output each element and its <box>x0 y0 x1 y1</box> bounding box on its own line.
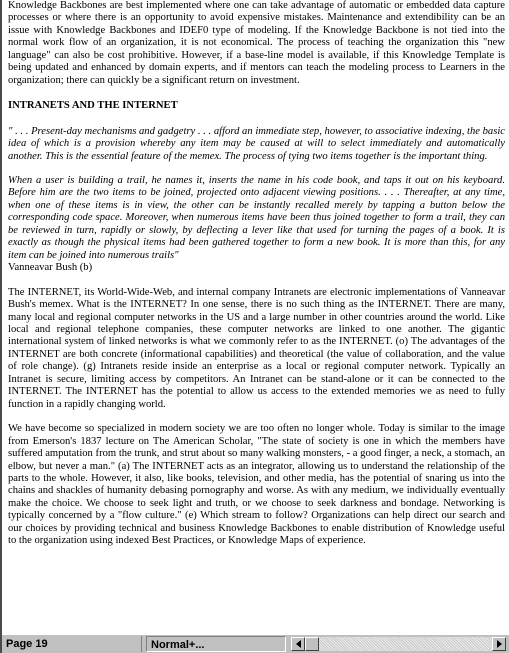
scroll-right-button[interactable] <box>492 637 506 651</box>
scroll-thumb[interactable] <box>305 637 319 651</box>
paragraph-intro: Knowledge Backbones are best implemented where one can take advantage of automatic or embedded data capture processes or where there is an opportunity to avoid expensive mistakes. Maintenance and extendibility can be an issue with Knowledge Backbones and IDEF0 type of modeling. If the Knowledge Backbone is not tied into the normal work flow of an organization, it is not economical. The process of teaching the organization this "new language" can also be cost prohibitive. However, if a base-line model is available, if this Knowledge Template is being updated and enhanced by domain experts, and if mentors can teach the modeling process to Learners in the organization; there can quickly be a significant return on investment. <box>8 0 505 86</box>
scroll-track[interactable] <box>305 637 492 651</box>
section-heading: INTRANETS AND THE INTERNET <box>8 100 178 112</box>
quote-paragraph-1: " . . . Present-day mechanisms and gadgetry . . . afford an immediate step, however, to associative indexing, the basic idea of which is a provision whereby any item may be caused at will to select immediately and automatically another. This is the essential feature of the memex. The process of tying two items together is the important thing. <box>8 125 505 162</box>
page-indicator[interactable]: Page 19 <box>2 636 142 652</box>
scroll-left-button[interactable] <box>291 637 305 651</box>
horizontal-scrollbar[interactable] <box>291 637 506 651</box>
scroll-left-arrow-icon <box>296 640 301 648</box>
paragraph-internet: The INTERNET, its World-Wide-Web, and internal company Intranets are electronic implementations of Vanneavar Bush's memex. What is the INTERNET? In one sense, there is no such thing as the INTERNET. There are many, many local and regional computer networks in the US and a large number in other countries around the world. Like local and regional telephone companies, these computer networks are linked to one another. The gigantic international system of linked networks is what we commonly refer to as the INTERNET. (o) The advantages of the INTERNET are both concrete (informational capabilities) and theoretical (the value of collaboration, and the value of role change). (g) Intranets reside inside an enterprise as a local or regional computer network. Typically an Intranet is secure, limiting access by competitors. An Intranet can be stand-alone or it can be connected to the INTERNET. The INTERNET has the potential to allow us access to the extended memories we as need to fully function in a rapidly changing world. <box>8 286 505 410</box>
paragraph-society: We have become so specialized in modern society we are too often no longer whole. Today is similar to the image from Emerson's 1837 lecture on The American Scholar, "The state of society is one in which the members have suffered amputation from the trunk, and strut about so many walking monsters, - a good finger, a neck, a stomach, an elbow, but never a man." (a) The INTERNET acts as an integrator, allowing us to understand the relationship of the parts to the whole. However, it also, like books, television, and other media, has the potential of snaring us into the chains and shackles of humanity debasing pornography and worse. As with any medium, we individually eventually make the choice. We choose to seek light and truth, or we choose to seek darkness and bondage. Networking is typically concerned by a "flow culture." (e) Which stream to follow? Organizations can help direct our search and our choices by providing technical and business Knowledge Backbones to enable distribution of Knowledge useful to the organization using indexed Best Practices, or Knowledge Maps of experience. <box>8 423 505 547</box>
style-indicator[interactable]: Normal+... <box>146 636 286 652</box>
document-body <box>8 0 505 634</box>
quote-attribution: Vanneavar Bush (b) <box>8 262 93 274</box>
scroll-right-arrow-icon <box>497 640 502 648</box>
quote-paragraph-2: When a user is building a trail, he names it, inserts the name in his code book, and taps it out on his keyboard. Before him are the two items to be joined, projected onto adjacent viewing positions. . . . Thereafter, at any time, when one of these items is in view, the other can be instantly recalled merely by tapping a button below the corresponding code space. Moreover, when numerous items have been thus joined together to form a trail, they can be reviewed in turn, rapidly or slowly, by deflecting a lever like that used for turning the pages of a book. It is exactly as though the physical items had been gathered together to form a new book. It is more than this, for any item can be joined into numerous trails" <box>8 174 505 261</box>
status-bar <box>2 634 509 653</box>
